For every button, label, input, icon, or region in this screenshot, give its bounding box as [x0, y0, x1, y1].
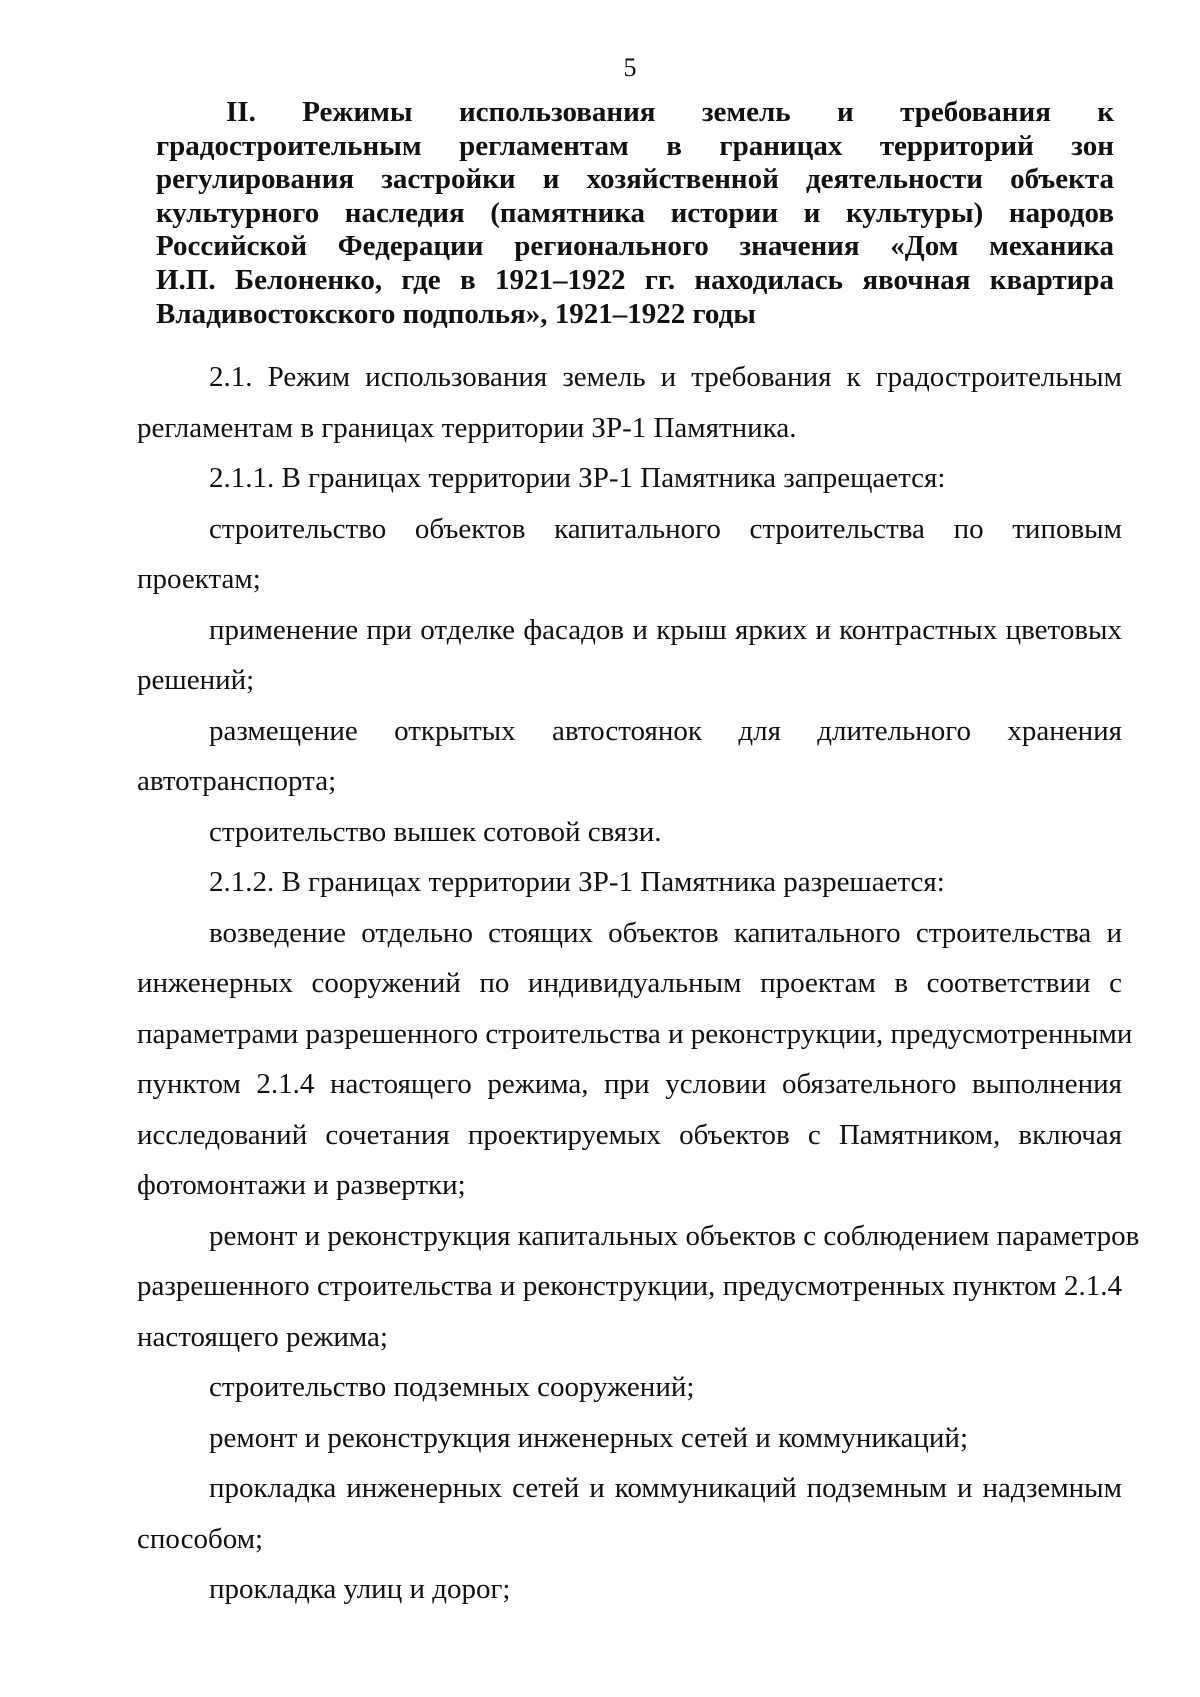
heading-line: Владивостокского подполья», 1921–1922 годы	[156, 297, 756, 330]
permitted-item-line: инженерных сооружений по индивидуальным проектам в соответствии с	[137, 967, 1122, 999]
permitted-item-line: способом;	[137, 1522, 264, 1555]
permitted-item-line: настоящего режима;	[137, 1320, 388, 1353]
permitted-item-line: пунктом 2.1.4 настоящего режима, при условии обязательного выполнения	[137, 1068, 1122, 1100]
prohibited-item-line: проектам;	[137, 563, 261, 595]
paragraph-2-1-2: 2.1.2. В границах территории ЗР-1 Памятника разрешается:	[209, 866, 945, 898]
prohibited-item-line: строительство вышек сотовой связи.	[209, 815, 662, 848]
prohibited-item-line: автотранспорта;	[137, 765, 337, 797]
paragraph-2-1-1: 2.1.1. В границах территории ЗР-1 Памятника запрещается:	[209, 462, 946, 494]
permitted-item-line: возведение отдельно стоящих объектов капитального строительства и	[209, 916, 1122, 949]
prohibited-item-line: решений;	[137, 664, 255, 696]
permitted-item-line: исследований сочетания проектируемых объектов с Памятником, включая	[137, 1118, 1122, 1151]
section-heading	[156, 96, 1114, 331]
page-number: 5	[623, 53, 637, 82]
permitted-item-line: параметрами разрешенного строительства и реконструкции, предусмотренными	[137, 1017, 1133, 1050]
permitted-item-line: прокладка инженерных сетей и коммуникаций подземным и надземным	[209, 1472, 1122, 1504]
permitted-item-line: прокладка улиц и дорог;	[209, 1573, 511, 1605]
heading-line: II. Режимы использования земель и требования к	[226, 96, 1114, 128]
paragraph-2-1-line: регламентам в границах территории ЗР-1 Памятника.	[137, 411, 797, 444]
body-text	[137, 352, 1140, 1615]
heading-line: И.П. Белоненко, где в 1921–1922 гг. находилась явочная квартира	[156, 263, 1114, 296]
permitted-item-line: ремонт и реконструкция инженерных сетей и коммуникаций;	[209, 1421, 969, 1454]
heading-line: Российской Федерации регионального значения «Дом механика	[156, 230, 1114, 263]
prohibited-item-line: размещение открытых автостоянок для длительного хранения	[209, 714, 1122, 747]
prohibited-item-line: строительство объектов капитального строительства по типовым	[209, 512, 1122, 545]
permitted-item-line: фотомонтажи и развертки;	[137, 1169, 466, 1201]
paragraph-2-1-line: 2.1. Режим использования земель и требования к градостроительным	[209, 361, 1122, 393]
permitted-item-line: строительство подземных сооружений;	[209, 1371, 695, 1403]
heading-line: градостроительным регламентам в границах территорий зон	[156, 129, 1114, 162]
heading-line: регулирования застройки и хозяйственной деятельности объекта	[156, 163, 1114, 196]
permitted-item-line: ремонт и реконструкция капитальных объектов с соблюдением параметров	[209, 1219, 1140, 1252]
permitted-item-line: разрешенного строительства и реконструкции, предусмотренных пунктом 2.1.4	[137, 1270, 1122, 1302]
heading-line: культурного наследия (памятника истории и культуры) народов	[156, 196, 1114, 229]
prohibited-item-line: применение при отделке фасадов и крыш ярких и контрастных цветовых	[209, 613, 1122, 646]
